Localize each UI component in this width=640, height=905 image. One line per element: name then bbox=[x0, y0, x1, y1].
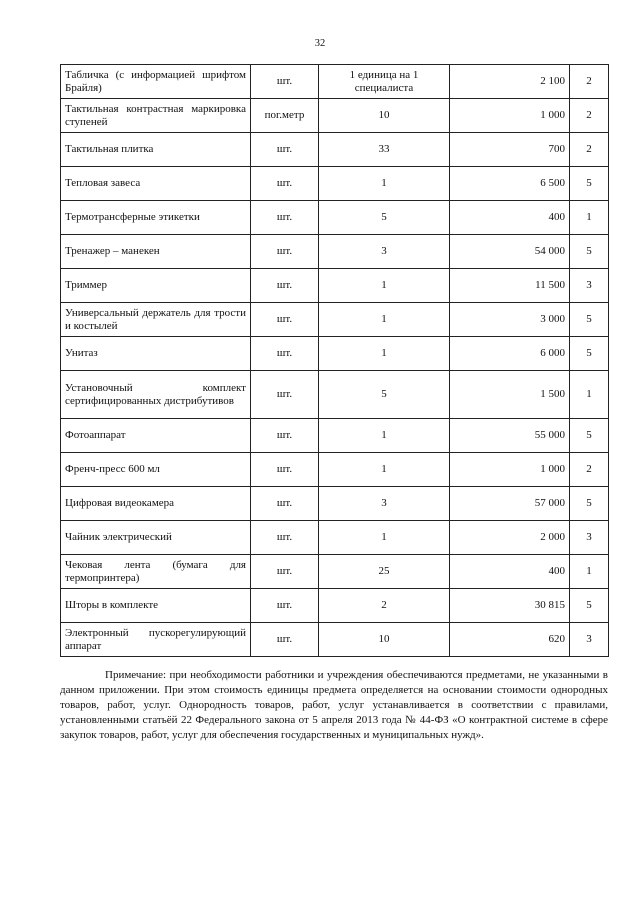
table-row bbox=[61, 371, 609, 419]
table-row bbox=[61, 201, 609, 235]
item-norm: 1 bbox=[319, 419, 450, 453]
table-row bbox=[61, 269, 609, 303]
item-name: Универсальный держатель для трости и костылей bbox=[61, 303, 251, 337]
item-norm: 1 bbox=[319, 337, 450, 371]
item-unit: шт. bbox=[251, 337, 319, 371]
table-row bbox=[61, 167, 609, 201]
item-price: 620 bbox=[450, 623, 570, 657]
item-unit: шт. bbox=[251, 453, 319, 487]
item-years: 3 bbox=[570, 521, 609, 555]
item-name: Цифровая видеокамера bbox=[61, 487, 251, 521]
item-years: 2 bbox=[570, 133, 609, 167]
item-unit: шт. bbox=[251, 487, 319, 521]
table-row bbox=[61, 65, 609, 99]
table-row bbox=[61, 419, 609, 453]
item-name: Чайник электрический bbox=[61, 521, 251, 555]
note-paragraph: Примечание: при необходимости работники и учреждения обеспечиваются предметами, не указанными в данном приложении. При этом стоимость единицы предмета определяется на основании стоимости однородных товаров, работ, услуг. Однородность товаров, работ, услуг устанавливается в соответствии с правилами, установленными статьёй 22 Федерального закона от 5 апреля 2013 года № 44-ФЗ «О контрактной системе в сфере закупок товаров, работ, услуг для обеспечения государственных и муниципальных нужд». bbox=[60, 669, 608, 741]
item-norm: 10 bbox=[319, 99, 450, 133]
item-years: 5 bbox=[570, 419, 609, 453]
item-years: 5 bbox=[570, 303, 609, 337]
item-price: 2 100 bbox=[450, 65, 570, 99]
item-norm: 33 bbox=[319, 133, 450, 167]
item-unit: шт. bbox=[251, 133, 319, 167]
item-name: Фотоаппарат bbox=[61, 419, 251, 453]
item-norm: 1 bbox=[319, 303, 450, 337]
item-norm: 2 bbox=[319, 589, 450, 623]
item-unit: шт. bbox=[251, 65, 319, 99]
item-years: 5 bbox=[570, 487, 609, 521]
item-unit: пог.метр bbox=[251, 99, 319, 133]
item-name: Тактильная контрастная маркировка ступеней bbox=[61, 99, 251, 133]
item-norm: 1 единица на 1 специалиста bbox=[319, 65, 450, 99]
item-price: 400 bbox=[450, 555, 570, 589]
item-name: Унитаз bbox=[61, 337, 251, 371]
table-row bbox=[61, 487, 609, 521]
item-unit: шт. bbox=[251, 521, 319, 555]
item-norm: 5 bbox=[319, 201, 450, 235]
item-name: Установочный комплект сертифицированных дистрибутивов bbox=[61, 371, 251, 419]
item-name: Триммер bbox=[61, 269, 251, 303]
item-unit: шт. bbox=[251, 167, 319, 201]
item-norm: 1 bbox=[319, 521, 450, 555]
item-unit: шт. bbox=[251, 201, 319, 235]
item-unit: шт. bbox=[251, 235, 319, 269]
item-price: 30 815 bbox=[450, 589, 570, 623]
item-name: Чековая лента (бумага для термопринтера) bbox=[61, 555, 251, 589]
item-years: 5 bbox=[570, 167, 609, 201]
page-number: 32 bbox=[314, 38, 326, 49]
item-years: 5 bbox=[570, 235, 609, 269]
item-years: 1 bbox=[570, 371, 609, 419]
item-price: 1 000 bbox=[450, 453, 570, 487]
item-name: Тепловая завеса bbox=[61, 167, 251, 201]
item-price: 54 000 bbox=[450, 235, 570, 269]
item-unit: шт. bbox=[251, 303, 319, 337]
item-norm: 3 bbox=[319, 235, 450, 269]
item-norm: 1 bbox=[319, 453, 450, 487]
item-price: 1 000 bbox=[450, 99, 570, 133]
item-unit: шт. bbox=[251, 419, 319, 453]
item-price: 400 bbox=[450, 201, 570, 235]
item-years: 1 bbox=[570, 555, 609, 589]
table-row bbox=[61, 589, 609, 623]
item-years: 5 bbox=[570, 589, 609, 623]
item-name: Электронный пускорегулирующий аппарат bbox=[61, 623, 251, 657]
table-row bbox=[61, 99, 609, 133]
item-years: 5 bbox=[570, 337, 609, 371]
item-years: 2 bbox=[570, 99, 609, 133]
item-price: 2 000 bbox=[450, 521, 570, 555]
item-unit: шт. bbox=[251, 269, 319, 303]
table-row bbox=[61, 623, 609, 657]
item-price: 1 500 bbox=[450, 371, 570, 419]
item-price: 6 000 bbox=[450, 337, 570, 371]
item-years: 3 bbox=[570, 269, 609, 303]
item-price: 57 000 bbox=[450, 487, 570, 521]
table-row bbox=[61, 555, 609, 589]
item-name: Термотрансферные этикетки bbox=[61, 201, 251, 235]
item-name: Табличка (с информацией шрифтом Брайля) bbox=[61, 65, 251, 99]
item-norm: 5 bbox=[319, 371, 450, 419]
item-name: Шторы в комплекте bbox=[61, 589, 251, 623]
item-price: 55 000 bbox=[450, 419, 570, 453]
items-table bbox=[60, 64, 609, 657]
table-row bbox=[61, 235, 609, 269]
item-name: Френч-пресс 600 мл bbox=[61, 453, 251, 487]
item-unit: шт. bbox=[251, 371, 319, 419]
item-price: 3 000 bbox=[450, 303, 570, 337]
item-norm: 3 bbox=[319, 487, 450, 521]
item-name: Тактильная плитка bbox=[61, 133, 251, 167]
item-norm: 1 bbox=[319, 269, 450, 303]
item-unit: шт. bbox=[251, 623, 319, 657]
item-years: 2 bbox=[570, 65, 609, 99]
item-norm: 10 bbox=[319, 623, 450, 657]
item-price: 700 bbox=[450, 133, 570, 167]
item-years: 1 bbox=[570, 201, 609, 235]
item-years: 2 bbox=[570, 453, 609, 487]
item-price: 11 500 bbox=[450, 269, 570, 303]
table-row bbox=[61, 303, 609, 337]
table-row bbox=[61, 521, 609, 555]
item-price: 6 500 bbox=[450, 167, 570, 201]
item-name: Тренажер – манекен bbox=[61, 235, 251, 269]
item-unit: шт. bbox=[251, 555, 319, 589]
item-norm: 25 bbox=[319, 555, 450, 589]
item-norm: 1 bbox=[319, 167, 450, 201]
item-years: 3 bbox=[570, 623, 609, 657]
table-row bbox=[61, 133, 609, 167]
item-unit: шт. bbox=[251, 589, 319, 623]
table-row bbox=[61, 453, 609, 487]
table-row bbox=[61, 337, 609, 371]
